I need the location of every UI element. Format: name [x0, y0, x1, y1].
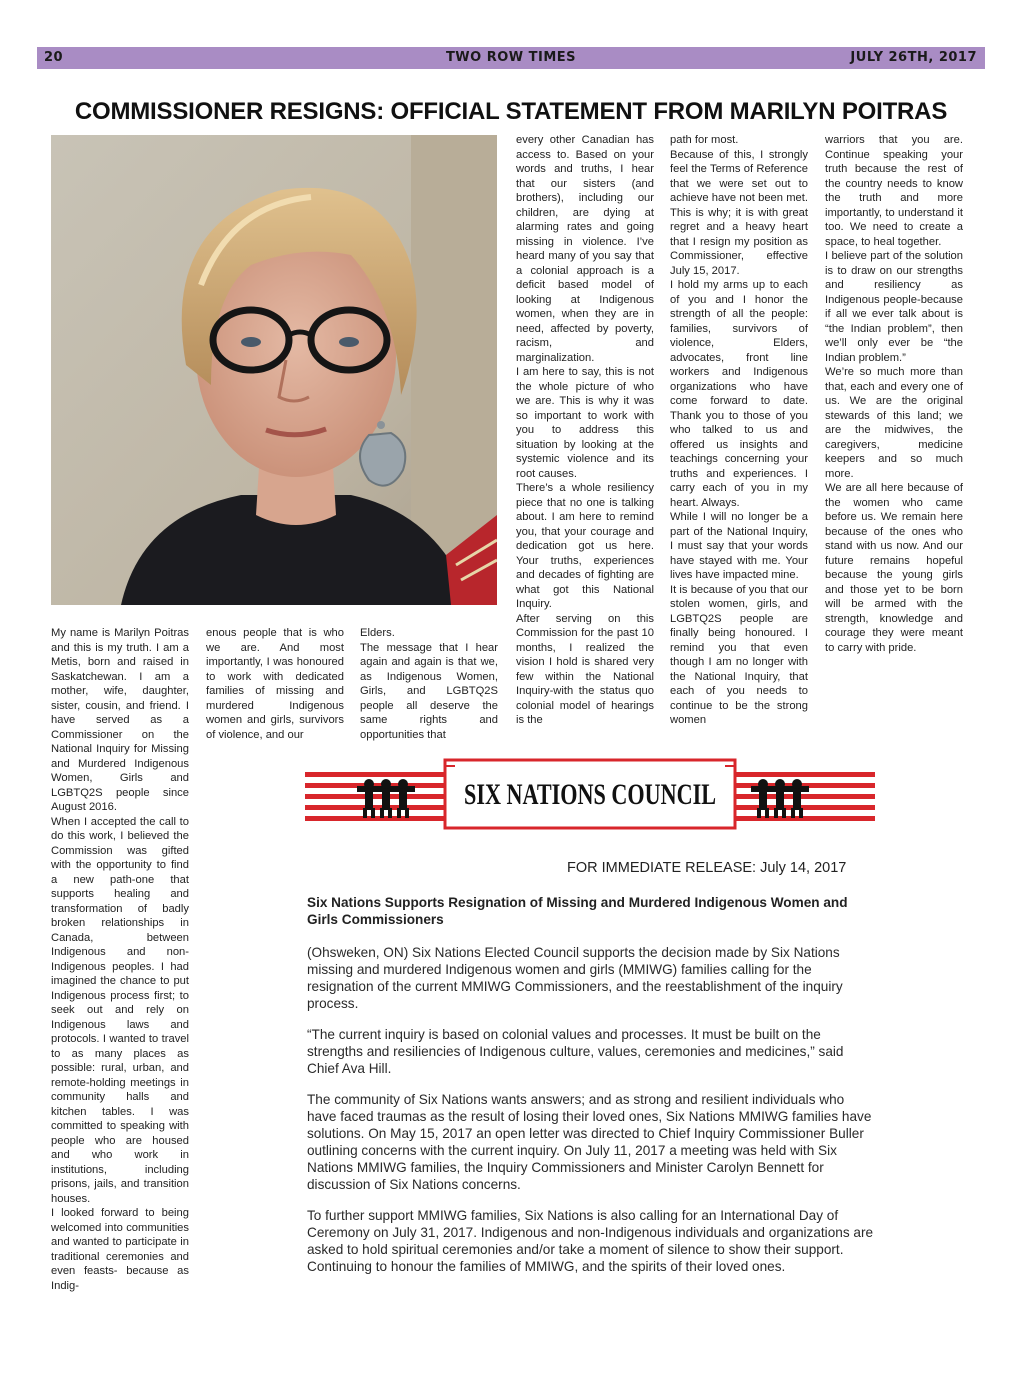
article-column-2 — [206, 626, 344, 742]
headline: COMMISSIONER RESIGNS: OFFICIAL STATEMENT FROM MARILYN POITRAS — [74, 98, 948, 125]
release-paragraph: (Ohsweken, ON) Six Nations Elected Council supports the decision made by Six Nations missing and murdered Indigenous women and girls (MMIWG) families calling for the resignation of the current MMIWG Commissioners, and the reestablishment of the inquiry process. — [307, 945, 843, 1011]
paragraph: I am here to say, this is not the whole picture of who we are. This is why it was so important to work with you to address this situation by looking at the systemic violence and its root causes. — [516, 366, 654, 480]
paragraph: enous people that is who we are. And most importantly, I was honoured to work with dedicated families of missing and murdered Indigenous women and girls, survivors of violence, and our — [206, 627, 344, 741]
paragraph: We’re so much more than that, each and every one of us. We are the original stewards of this land; we are the midwives, the caregivers, medicine keepers and so much more. — [825, 366, 963, 480]
article-column-1 — [51, 626, 189, 1293]
council-name: SIX NATIONS COUNCIL — [464, 778, 716, 811]
paragraph: There’s a whole resiliency piece that no one is talking about. I am here to remind you, that your courage and dedication got us here. Your truths, experiences and decades of fighting are what got this National Inquiry. — [516, 482, 654, 610]
paragraph: When I accepted the call to do this work, I believed the Commission was gifted with the opportunity to find a new path-one that supports healing and transformation of badly broken relationships in Canada, between Indigenous and non-Indigenous peoples. I had imagined the chance to put Indigenous process first; to seek out and rely on Indigenous laws and protocols. I wanted to travel to as many places as possible: rural, urban, and remote-holding meetings in community halls and kitchen tables. I was committed to speaking with people who are housed and who work in institutions, including prisons, jails, and transition houses. — [51, 815, 189, 1205]
paragraph: every other Canadian has access to. Based on your words and truths, I hear that our sisters (and brothers), including our children, are dying at alarming rates and going missing in violence. I’ve heard many of you say that a colonial approach is a deficit based model of looking at Indigenous women, when they are in need, affected by poverty, racism, and marginalization. — [516, 134, 654, 364]
paragraph: The message that I hear again and again is that we, as Indigenous Women, Girls, and LGBTQ2S people all deserve the same rights and opportunities that — [360, 641, 498, 741]
article-column-5 — [670, 133, 808, 728]
press-release — [305, 758, 877, 1298]
release-paragraph: To further support MMIWG families, Six Nations is also calling for an International Day of Ceremony on July 31, 2017. Indigenous and non-Indigenous individuals and organizations are asked to hold spiritual ceremonies and/or take a moment of silence to show their support. Continuing to honour the families of MMIWG, and the spirits of their loved ones. — [307, 1208, 874, 1274]
paragraph: It is because of you that our stolen women, girls, and LGBTQ2S people are finally being honoured. I remind you that even though I am no longer with the National Inquiry, that each of you needs to continue to be the strong women — [670, 583, 808, 726]
paragraph: Elders. — [360, 627, 395, 639]
figures-icon-left — [357, 779, 415, 818]
article-column-3 — [360, 626, 498, 742]
page-header-bar — [37, 47, 985, 69]
paragraph: path for most. — [670, 134, 739, 146]
release-title: Six Nations Supports Resignation of Missing and Murdered Indigenous Women and Girls Commissioners — [307, 895, 848, 927]
six-nations-council-banner — [305, 758, 875, 830]
paragraph: I believe part of the solution is to draw on our strengths and resiliency as Indigenous people-because if all we ever talk about is “the Indian problem”, then we’ll only ever be “the Indian problem.” — [825, 250, 963, 364]
figures-icon-right — [751, 779, 809, 818]
paragraph: After serving on this Commission for the past 10 months, I realized the vision I hold is shared very few within the National Inquiry-with the status quo colonial model of hearings is the — [516, 612, 654, 726]
article-column-4 — [516, 133, 654, 728]
paragraph: We are all here because of the women who came before us. We remain here because of the ones who stand with us now. And our future remains hopeful because the young girls and those yet to be born will be armed with the strength, knowledge and courage they were meant to carry with pride. — [825, 482, 963, 654]
publication-name: TWO ROW TIMES — [445, 50, 577, 65]
page-number: 20 — [44, 50, 64, 65]
paragraph: Because of this, I strongly feel the Terms of Reference that we were set out to achieve have not been met. This is why; it is with great regret and a heavy heart that I resign my position as Commissioner, effective July 15, 2017. — [670, 148, 808, 277]
paragraph: I hold my arms up to each of you and I honor the strength of all the people: families, survivors of violence, Elders, advocates, front line workers and Indigenous organizations who have come forward to date. Thank you to those of you who talked to us and offered us insights and teachings concerning your truths and experiences. I carry each of you in my heart. Always. — [670, 279, 808, 509]
release-date-line: FOR IMMEDIATE RELEASE: July 14, 2017 — [567, 860, 847, 876]
paragraph: warriors that you are. Continue speaking your truth because the rest of the country needs to know the truth and more importantly, to understand it too. We need to create a space, to heal together. — [825, 134, 963, 248]
paragraph: My name is Marilyn Poitras and this is my truth. I am a Metis, born and raised in Saskatchewan. I am a mother, wife, daughter, sister, cousin, and friend. I have served as a Commissioner on the National Inquiry for Missing and Murdered Indigenous Women, Girls and LGBTQ2S people since August 2016. — [51, 627, 189, 813]
paragraph: While I will no longer be a part of the National Inquiry, I must say that your words have stayed with me. Your lives have impacted mine. — [670, 511, 808, 581]
paragraph: I looked forward to being welcomed into communities and wanted to participate in traditional ceremonies and even feasts- because as Indig- — [51, 1207, 189, 1292]
release-paragraph: “The current inquiry is based on colonial values and processes. It must be built on the strengths and resiliencies of Indigenous culture, values, ceremonies and medicines,” said Chief Ava Hill. — [307, 1027, 844, 1076]
issue-date: JULY 26TH, 2017 — [850, 50, 977, 65]
article-column-6 — [825, 133, 963, 655]
portrait-photo — [51, 135, 497, 605]
release-paragraph: The community of Six Nations wants answers; and as strong and resilient individuals who have faced traumas as the result of losing their loved ones, Six Nations MMIWG families have solutions. On May 15, 2017 an open letter was directed to Chief Inquiry Commissioner Buller outlining concerns with the current inquiry. On July 11, 2017 a meeting was held with Six Nations MMIWG families, the Inquiry Commissioners and Minister Carolyn Bennett for discussion of Six Nations concerns. — [307, 1092, 872, 1192]
